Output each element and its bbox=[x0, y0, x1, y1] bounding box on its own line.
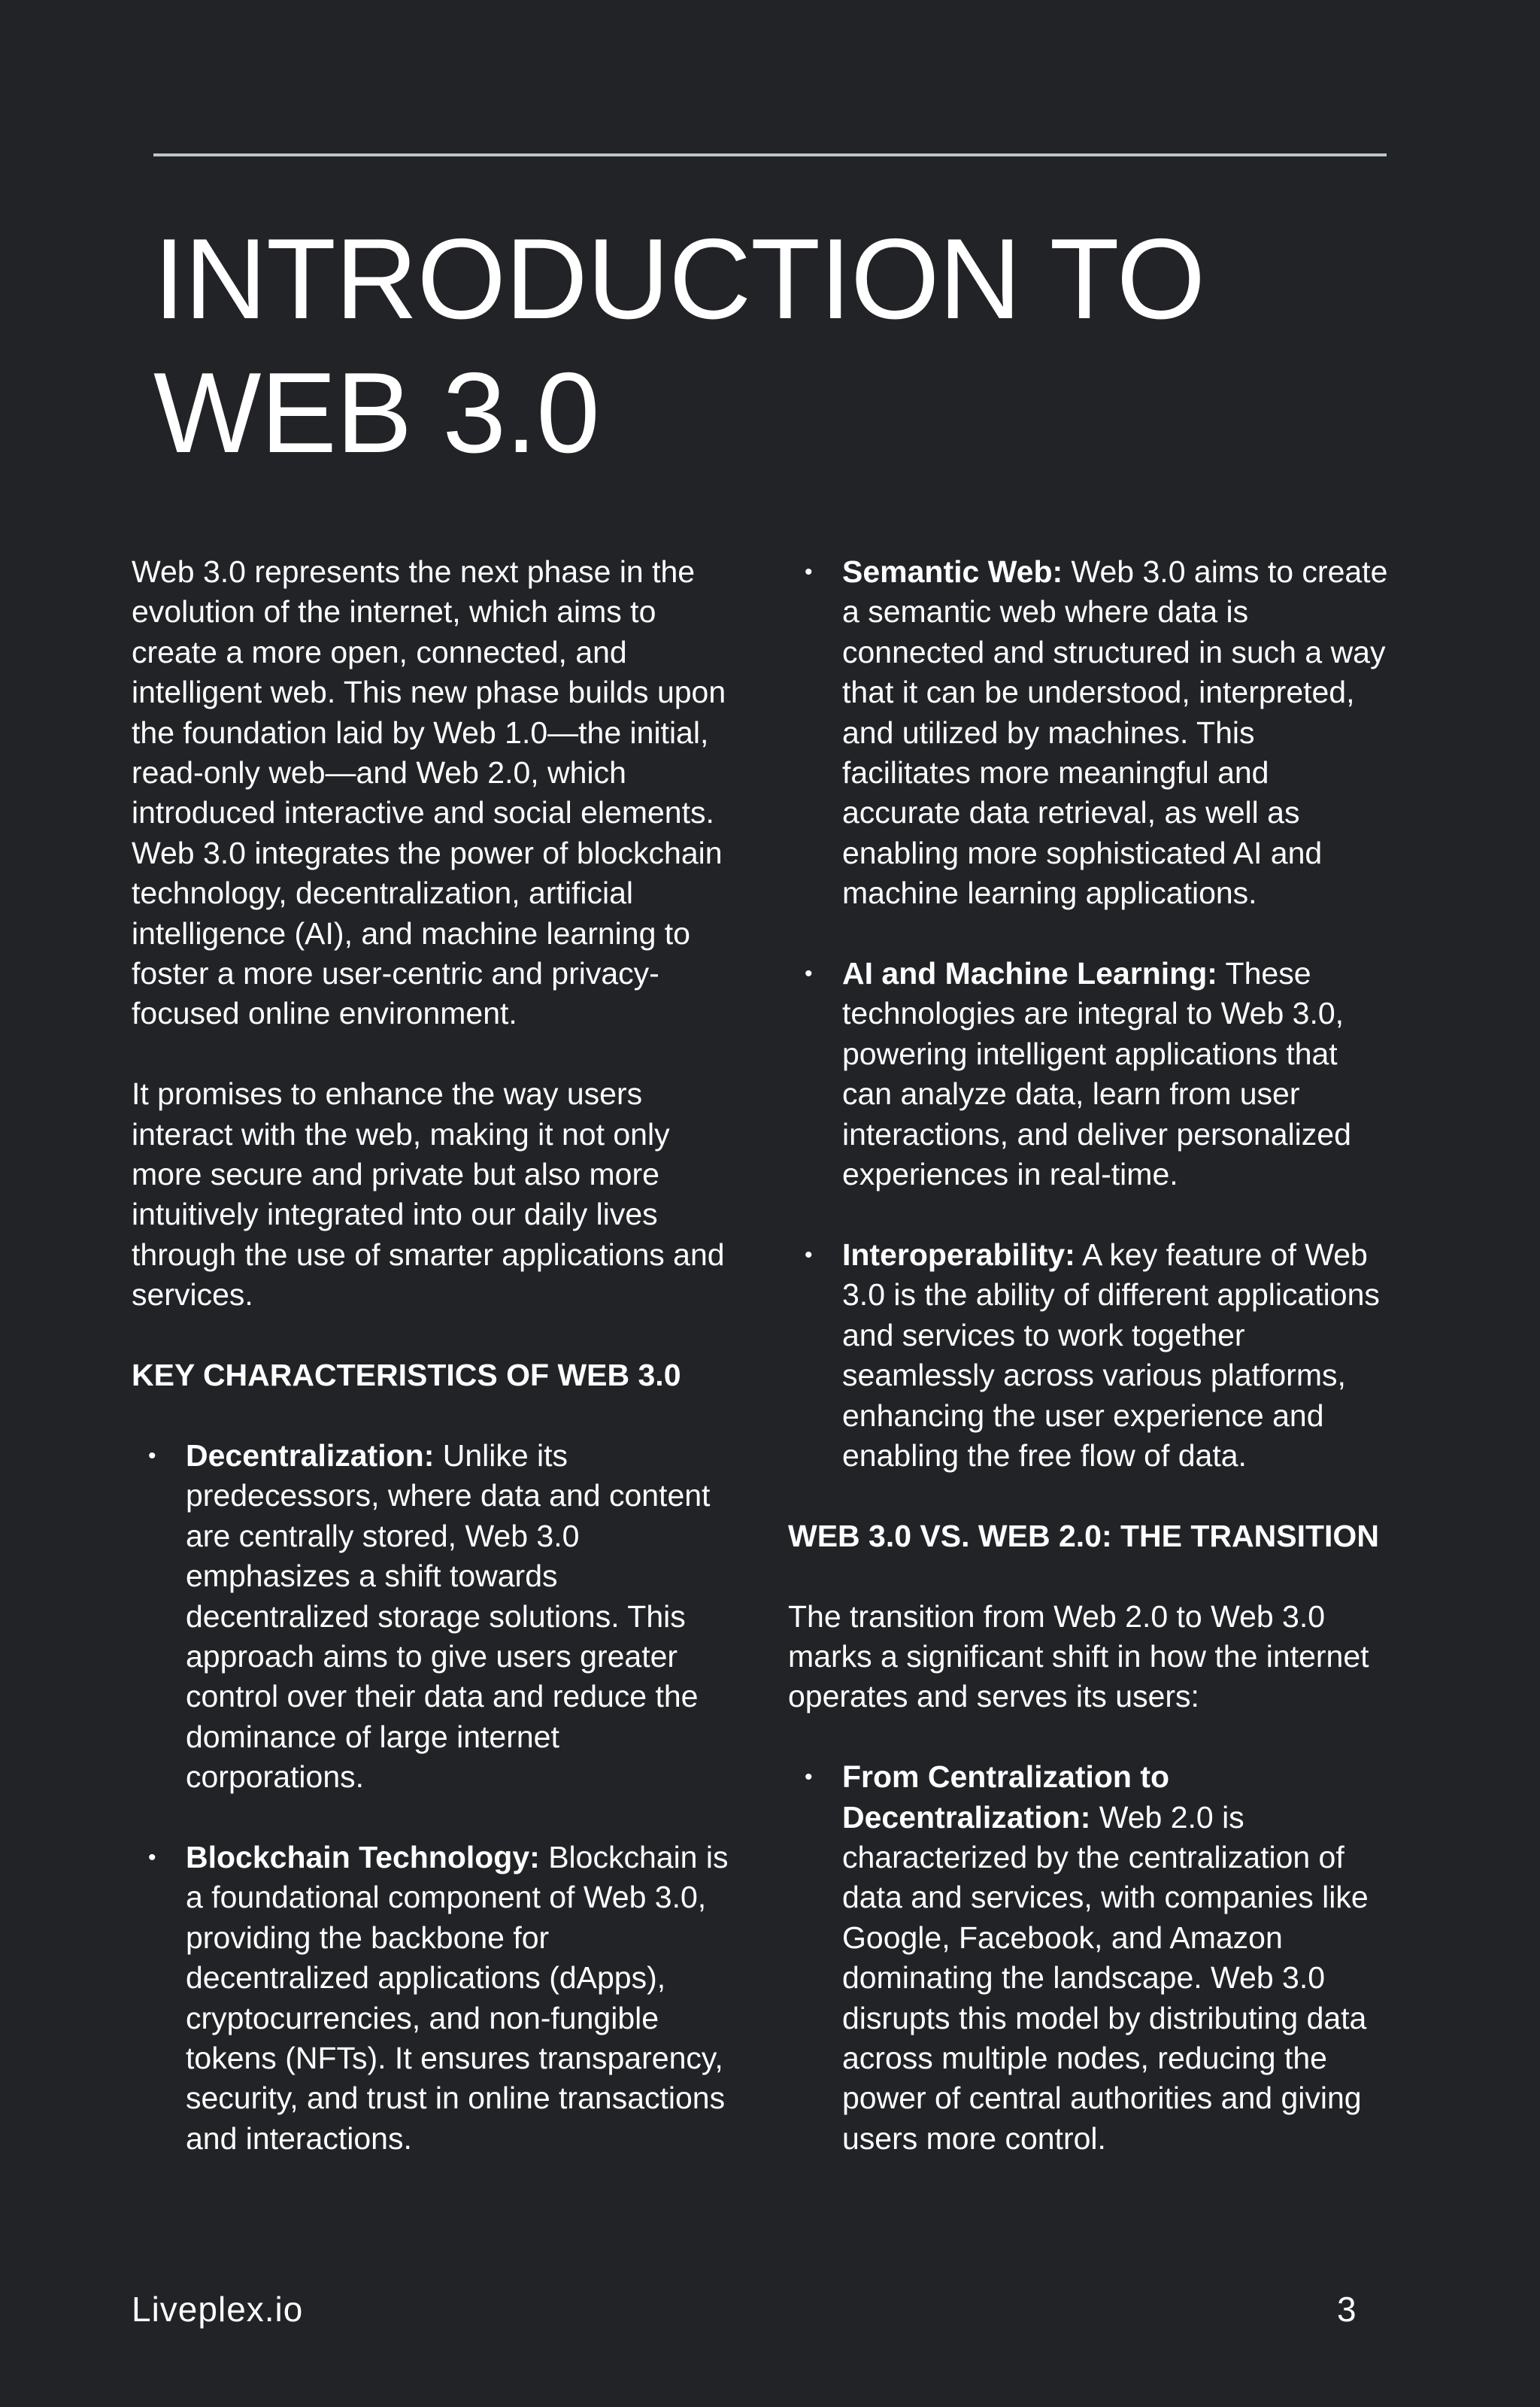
page-number: 3 bbox=[1337, 2290, 1357, 2329]
bullet-icon: • bbox=[805, 961, 813, 987]
bullet-icon: • bbox=[148, 1844, 156, 1870]
list-item-text: Web 2.0 is characterized by the centralization of data and services, with companies like Google, Facebook, and Amazon dominating the landscape. Web 3.0 disrupts this model by distributing data across multiple nodes, reducing the power of central authorities and giving users more control. bbox=[842, 1799, 1369, 2156]
bullet-icon: • bbox=[805, 1765, 813, 1790]
footer-brand: Liveplex.io bbox=[132, 2290, 304, 2329]
bullet-icon: • bbox=[805, 560, 813, 584]
section-heading-key-characteristics: KEY CHARACTERISTICS OF WEB 3.0 bbox=[132, 1358, 681, 1393]
title-line-2: WEB 3.0 bbox=[153, 349, 599, 477]
list-item-term: Decentralization: bbox=[186, 1437, 435, 1473]
list-item-text: These technologies are integral to Web 3.0, powering intelligent applications that can analyze data, learn from user interactions, and deliver personalized experiences in real-time. bbox=[842, 956, 1351, 1192]
intro-paragraph-1: Web 3.0 represents the next phase in the evolution of the internet, which aims to create a more open, connected, and intelligent web. This new phase builds upon the foundation laid by Web 1.0—the initial, read-only web—and Web 2.0, which introduced interactive and social elements. Web 3.0 integrates the power of blockchain technology, decentralization, artificial intelligence (AI), and machine learning to foster a more user-centric and privacy-focused online environment. bbox=[132, 554, 726, 1031]
list-item-term: From Centralization to Decentralization: bbox=[842, 1759, 1170, 1835]
right-column bbox=[788, 552, 1390, 2199]
list-item-term: Semantic Web: bbox=[842, 554, 1063, 589]
list-item-term: Blockchain Technology: bbox=[186, 1839, 540, 1874]
title-line-1: INTRODUCTION TO bbox=[153, 215, 1205, 343]
list-item-ai-ml bbox=[788, 954, 1390, 1194]
list-item-decentralization bbox=[132, 1436, 729, 1798]
list-item-text: Web 3.0 aims to create a semantic web where data is connected and structured in such a way that it can be understood, interpreted, and utilized by machines. This facilitates more meaningful and accurate data retrieval, as well as enabling more sophisticated AI and machine learning applications. bbox=[842, 554, 1388, 911]
key-characteristics-list-right bbox=[788, 552, 1390, 1476]
list-item-term: Interoperability: bbox=[842, 1237, 1075, 1272]
list-item-text: A key feature of Web 3.0 is the ability of different applications and services to work together seamlessly across various platforms, enhancing the user experience and enabling the free flow of data. bbox=[842, 1237, 1380, 1473]
intro-paragraph-2: It promises to enhance the way users interact with the web, making it not only more secure and private but also more intuitively integrated into our daily lives through the use of smarter applications and services. bbox=[132, 1076, 725, 1313]
top-divider bbox=[153, 153, 1387, 156]
transition-list bbox=[788, 1757, 1390, 2159]
list-item-text: Blockchain is a foundational component of Web 3.0, providing the backbone for decentralized applications (dApps), cryptocurrencies, and non-fungible tokens (NFTs). It ensures transparency, security, and trust in online transactions and interactions. bbox=[186, 1839, 729, 2156]
list-item-interoperability bbox=[788, 1235, 1390, 1476]
key-characteristics-list-left bbox=[132, 1436, 729, 2159]
page-title bbox=[153, 212, 1387, 480]
list-item-term: AI and Machine Learning: bbox=[842, 956, 1217, 991]
bullet-icon: • bbox=[148, 1443, 156, 1468]
list-item-centralization bbox=[788, 1757, 1390, 2159]
list-item-blockchain bbox=[132, 1838, 729, 2159]
list-item-semantic-web bbox=[788, 552, 1390, 914]
transition-paragraph: The transition from Web 2.0 to Web 3.0 marks a significant shift in how the internet operates and serves its users: bbox=[788, 1598, 1369, 1714]
left-column bbox=[132, 552, 729, 2199]
section-heading-transition: WEB 3.0 VS. WEB 2.0: THE TRANSITION bbox=[788, 1518, 1379, 1553]
list-item-text: Unlike its predecessors, where data and content are centrally stored, Web 3.0 emphasizes a shift towards decentralized storage solutions. This approach aims to give users greater control over their data and reduce the dominance of large internet corporations. bbox=[186, 1437, 711, 1795]
bullet-icon: • bbox=[805, 1242, 813, 1267]
